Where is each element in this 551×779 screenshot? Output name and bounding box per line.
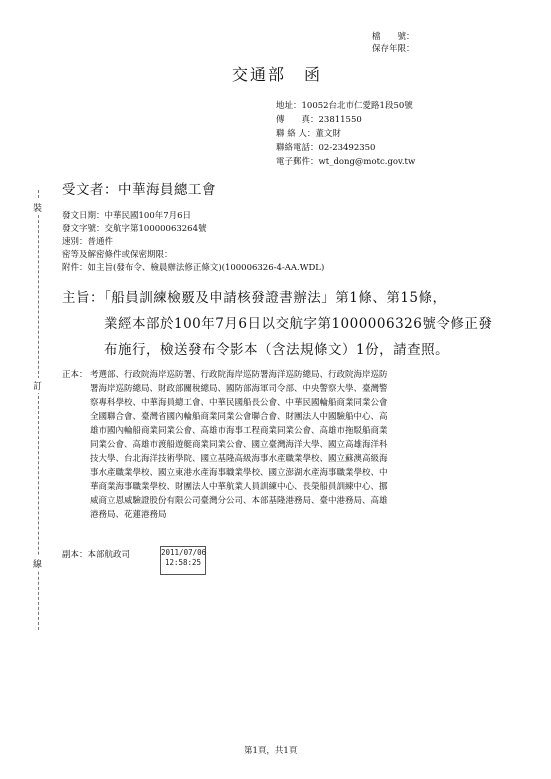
page-title: 交通部 函 (232, 65, 323, 84)
stamp-time: 12:58:25 (164, 558, 202, 567)
primary-copy-line: 雄市國內輪船商業同業公會、高雄市海事工程商業同業公會、高雄市拖駁船商業 (90, 426, 388, 436)
subject-line-1: 主旨：「船員訓練檢覈及申請核發證書辦法」第1條、第15條， (62, 290, 447, 306)
file-number-label: 檔 號： (372, 32, 415, 42)
stamp-date: 2011/07/06 (161, 548, 207, 557)
contact-person-line: 聯 絡 人：董文財 (276, 129, 341, 139)
delivery-speed: 速別：普通件 (62, 237, 114, 247)
secrecy-level: 密等及解密條件或保密期限： (62, 250, 173, 260)
issue-date: 發文日期：中華民國100年7月6日 (62, 211, 192, 221)
primary-copy-line: 港務局、花蓮港務局 (90, 510, 167, 520)
binding-mark-bottom: 線 (33, 556, 42, 571)
fax-line: 傳 真：23811550 (276, 115, 362, 125)
page-footer: 第1頁，共1頁 (244, 746, 298, 756)
binding-mark-middle: 訂 (33, 378, 42, 393)
address-line: 地址：10052台北市仁愛路1段50號 (276, 101, 413, 111)
attachment-line: 附件：如主旨(發布令、檢晨辦法修正條文)(100006326-4-AA.WDL) (62, 263, 325, 273)
secondary-copy-line: 副本：本部航政司 (62, 550, 131, 560)
primary-copy-line: 考選部、行政院海岸巡防署、行政院海岸巡防署海洋巡防總局、行政院海岸巡防 (90, 370, 388, 380)
phone-line: 聯絡電話：02-23492350 (276, 143, 376, 153)
primary-copy-line: 同業公會、高雄市渡船遊艇商業同業公會、國立臺灣海洋大學、國立高雄海洋科 (90, 440, 388, 450)
primary-copy-line: 華商業海事職業學校、財團法人中華航業人員訓練中心、長榮船員訓練中心、挪 (90, 482, 388, 492)
primary-copy-line: 威商立恩威驗證股份有限公司臺灣分公司、本部基隆港務局、臺中港務局、高雄 (90, 496, 388, 506)
primary-copy-line: 察專科學校、中華海員總工會、中華民國船長公會、中華民國輪船商業同業公會 (90, 398, 388, 408)
binding-mark-top: 裝 (33, 200, 42, 215)
subject-line-2: 業經本部於100年7月6日以交航字第1000006326號令修正發 (104, 316, 493, 332)
primary-copy-label: 正本： (62, 370, 88, 380)
primary-copy-line: 技大學、台北海洋技術學院、國立基隆高級海事水產職業學校、國立蘇澳高級海 (90, 454, 388, 464)
document-number: 發文字號：交航字第10000063264號 (62, 224, 207, 234)
subject-line-3: 布施行，檢送發布令影本（含法規條文）1份，請查照。 (104, 342, 450, 358)
primary-copy-line: 全國聯合會、臺灣省國內輪船商業同業公會聯合會、財團法人中國驗船中心、高 (90, 412, 388, 422)
primary-copy-line: 署海岸巡防總局、財政部關稅總局、國防部海軍司令部、中央警察大學、臺灣警 (90, 384, 388, 394)
email-line: 電子郵件：wt_dong@motc.gov.tw (276, 157, 416, 167)
retention-label: 保存年限： (372, 44, 415, 54)
recipient-line: 受文者：中華海員總工會 (62, 182, 216, 198)
primary-copy-line: 事水產職業學校、國立東港水產海事職業學校、國立澎湖水產海事職業學校、中 (90, 468, 388, 478)
timestamp-stamp (160, 546, 206, 575)
